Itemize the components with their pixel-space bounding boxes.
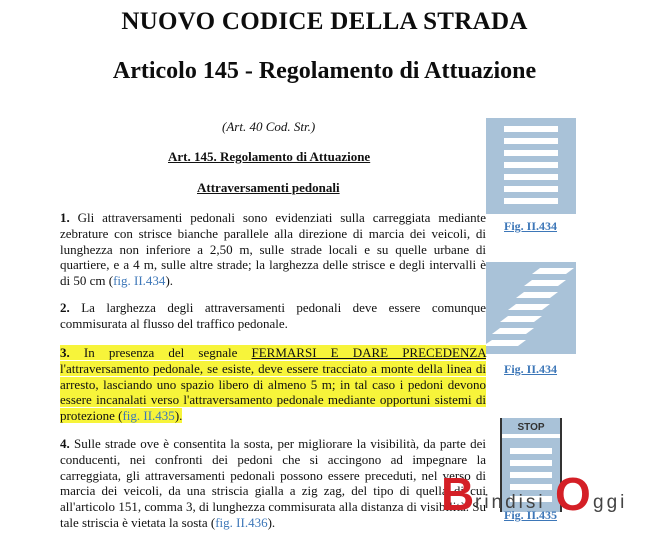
document-subtitle: Articolo 145 - Regolamento di Attuazione — [112, 58, 537, 84]
stop-road-marking: STOP — [517, 422, 545, 433]
logo-text-ggi: ggi — [593, 492, 628, 513]
paragraph-3 — [60, 345, 486, 424]
zebra-crossing-illustration — [486, 118, 576, 214]
highlighted-passage — [60, 345, 486, 423]
logo-letter-o: O — [555, 468, 591, 520]
figure-reference-link[interactable]: fig. II.434 — [113, 273, 166, 289]
paragraph-end: ). — [267, 514, 276, 530]
paragraph-number: 1. — [60, 210, 70, 225]
paragraph-number: 4. — [60, 436, 70, 451]
section-heading: Attraversamenti pedonali — [197, 180, 340, 195]
paragraph-1 — [60, 210, 486, 289]
skewed-zebra-crossing-illustration — [486, 262, 576, 354]
paragraph-2 — [60, 300, 486, 332]
brindisioggi-watermark-logo — [431, 468, 643, 521]
paragraph-4 — [60, 436, 486, 531]
logo-letter-b: B — [441, 468, 475, 520]
paragraph-text: l'attraversamento pedonale, se esiste, deve essere tracciato a monte della linea di arresto, lasciando uno spazio libero di almeno 5 m; in tal caso i pedoni devono essere incanalati verso l'attraversamento pedonale mediante opportuni sistemi di protezione ( — [60, 360, 486, 424]
figure-caption-link[interactable]: Fig. II.434 — [504, 219, 558, 233]
figure-caption-link[interactable]: Fig. II.434 — [504, 362, 558, 376]
skewed-zebra-crossing-figure — [486, 262, 576, 354]
paragraph-text: In presenza del segnale — [69, 345, 252, 360]
figure-reference-link[interactable]: fig. II.436 — [215, 514, 268, 530]
code-reference: (Art. 40 Cod. Str.) — [222, 119, 316, 134]
figure-caption-link[interactable]: Fig. II.435 — [504, 508, 558, 522]
article-heading: Art. 145. Regolamento di Attuazione — [168, 149, 371, 164]
paragraph-number: 3. — [60, 345, 70, 360]
paragraph-end: ). — [174, 408, 183, 424]
paragraph-text: Gli attraversamenti pedonali sono evidenziati sulla carreggiata mediante zebrature con strisce bianche parallele alla direzione di marcia dei veicoli, di lunghezza non inferiore a 2,50 m, sulle strade locali e su quelle urbane di quartiere, e a 4 m, sulle altre strade; la larghezza delle strisce e degli intervalli è di 50 cm ( — [60, 210, 486, 289]
paragraph-text: La larghezza degli attraversamenti pedonali deve essere comunque commisurata al flusso del traffico pedonale. — [60, 300, 486, 331]
sign-name: FERMARSI E DARE PRECEDENZA — [251, 345, 486, 360]
figure-reference-link[interactable]: fig. II.435 — [122, 408, 175, 424]
paragraph-text: Sulle strade ove è consentita la sosta, per migliorare la visibilità, da parte dei conducenti, nei confronti dei pedoni che si accingono ad impegnare la carreggiata, gli attraversamenti pedonali possono essere preceduti, nel verso di marcia dei veicoli, da una striscia gialla a zig zag, del tipo di quella di cui all'articolo 151, comma 3, di lunghezza commisurata alla distanza di visibilità. Su tale striscia è vietata la sosta ( — [60, 436, 486, 530]
document-title: NUOVO CODICE DELLA STRADA — [121, 8, 528, 35]
logo-text-rindisi: rindisi — [475, 492, 546, 513]
zebra-crossing-figure — [486, 118, 576, 214]
paragraph-end: ). — [165, 273, 174, 289]
paragraph-number: 2. — [60, 300, 70, 315]
